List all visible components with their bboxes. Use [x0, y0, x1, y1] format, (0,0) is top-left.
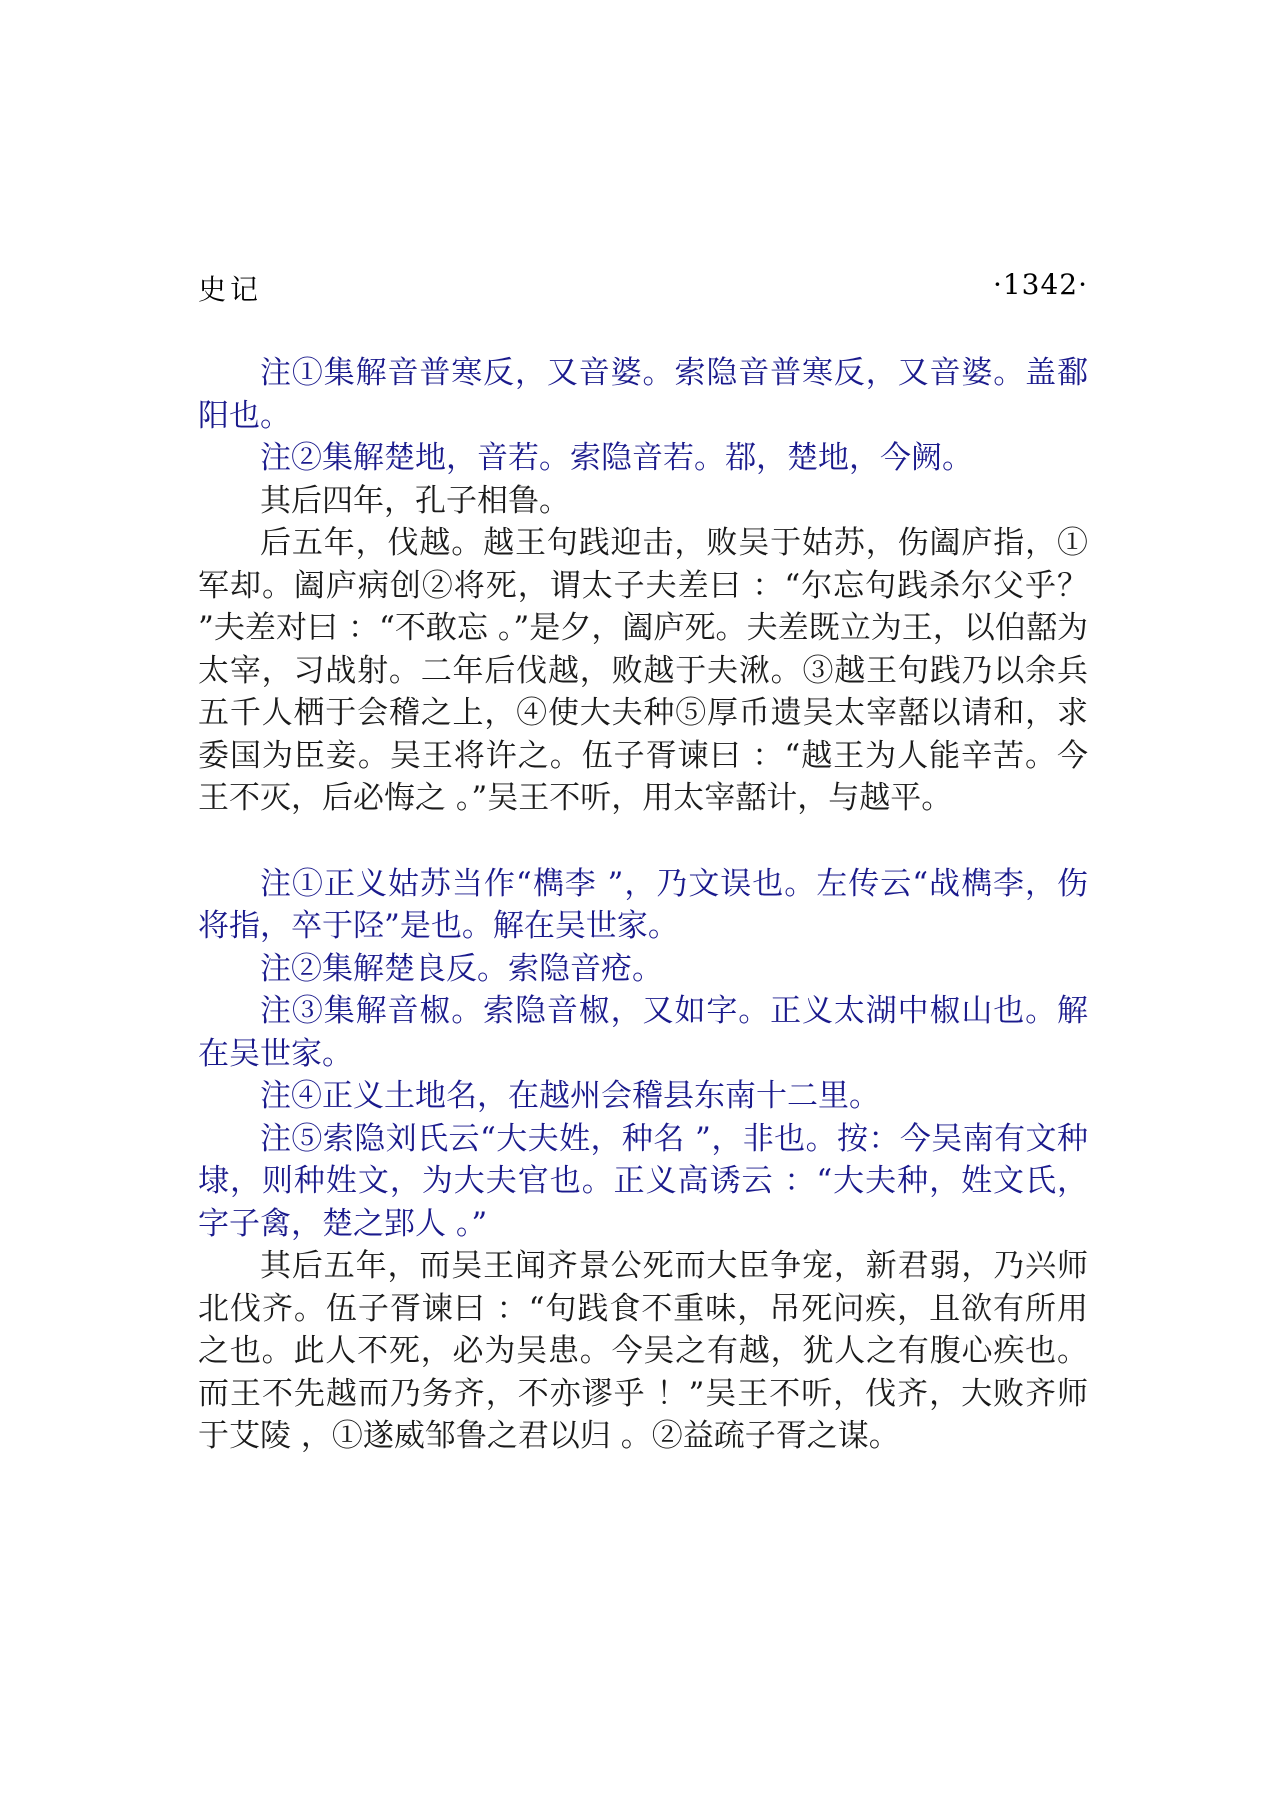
annotation-paragraph: 注③集解音椒。索隐音椒，又如字。正义太湖中椒山也。解在吴世家。 [198, 993, 1088, 1072]
annotation-paragraph: 注②集解楚地，音若。索隐音若。鄀，楚地，今阙。 [260, 440, 973, 476]
main-text-paragraph: 后五年，伐越。越王句践迎击，败吴于姑苏，伤阖庐指，①军却。阖庐病创②将死，谓太子夫差曰 ：“尔忘句践杀尔父乎？ ”夫差对曰 ：“不敢忘 。”是夕，阖庐死。夫差既立为王，以伯嚭为太宰，习战射。二年后伐越，败越于夫湫。③越王句践乃以余兵五千人栖于会稽之上，④使大夫种⑤厚币遗吴太宰嚭以请和，求委国为臣妾。吴王将许之。伍子胥谏曰 ：“越王为人能辛苦。今王不灭，后必悔之 。”吴王不听，用太宰嚭计，与越平。 [198, 525, 1088, 816]
annotation-paragraph: 注⑤索隐刘氏云“大夫姓，种名 ”，非也。按：今吴南有文种埭，则种姓文，为大夫官也。正义高诱云 ：“大夫种，姓文氏，字子禽，楚之郢人 。” [198, 1120, 1088, 1242]
main-text-paragraph: 其后五年，而吴王闻齐景公死而大臣争宠，新君弱，乃兴师北伐齐。伍子胥谏曰 ：“句践食不重味，吊死问疾，且欲有所用之也。此人不死，必为吴患。今吴之有越，犹人之有腹心疾也。而王不先越而乃务齐，不亦谬乎 ！”吴王不听，伐齐，大败齐师于艾陵 ，①遂威邹鲁之君以归 。②益疏子胥之谋。 [198, 1248, 1088, 1454]
page-number: ·1342· [992, 268, 1088, 301]
paragraph-gap [198, 820, 1088, 863]
book-title: 史记 [198, 273, 263, 306]
annotation-paragraph: 注④正义土地名，在越州会稽县东南十二里。 [260, 1078, 880, 1114]
annotation-paragraph: 注②集解楚良反。索隐音疮。 [260, 950, 663, 987]
annotation-paragraph: 注①集解音普寒反，又音婆。索隐音普寒反，又音婆。盖鄱阳也。 [198, 355, 1088, 434]
main-text-paragraph: 其后四年，孔子相鲁。 [260, 482, 570, 519]
body-text [198, 352, 1088, 1458]
page-header [198, 268, 1088, 308]
annotation-paragraph: 注①正义姑苏当作“檇李 ”，乃文误也。左传云“战檇李，伤将指，卒于陉”是也。解在吴世家。 [198, 865, 1088, 944]
